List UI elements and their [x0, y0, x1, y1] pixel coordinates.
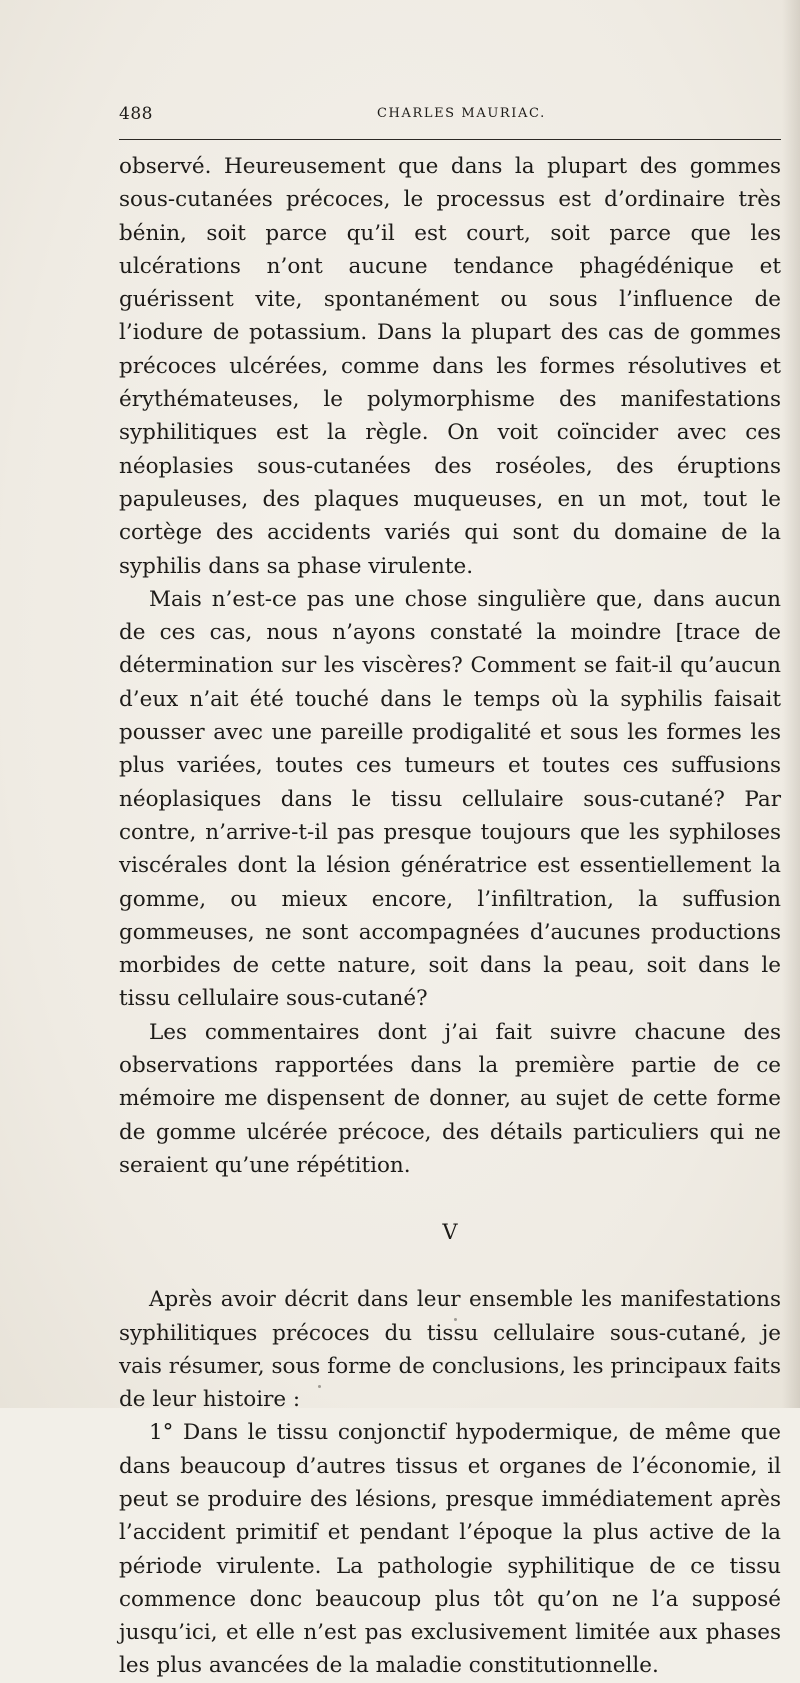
body-text: [119, 150, 781, 1683]
section-heading: V: [442, 1220, 458, 1245]
page-edge-shadow: [782, 0, 800, 1408]
page-number: 488: [119, 104, 153, 124]
paragraph-2: Mais n’est-ce pas une chose singulière que, dans aucun de ces cas, nous n’ayons constaté la moindre [trace de détermination sur les viscères? Comment se fait-il qu’aucun d’eux n’ait été touché dans le temps où la syphilis faisait pousser avec une pareille prodigalité et sous les formes les plus variées, toutes ces tumeurs et toutes ces suffusions néoplasiques dans le tissu cellulaire sous-cutané? Par contre, n’arrive-t-il pas presque toujours que les syphiloses viscérales dont la lésion génératrice est essentiellement la gomme, ou mieux encore, l’infiltration, la suffusion gommeuses, ne sont accompagnées d’aucunes productions morbides de cette nature, soit dans la peau, soit dans le tissu cellulaire sous-cutané?: [119, 586, 781, 1012]
running-title: CHARLES MAURIAC.: [377, 106, 546, 121]
header-rule: [119, 139, 781, 140]
paragraph-1: observé. Heureusement que dans la plupart des gommes sous-cutanées précoces, le processus est d’ordinaire très bénin, soit parce qu’il est court, soit parce que les ulcérations n’ont aucune tendance phagédénique et guérissent vite, spontanément ou sous l’influence de l’iodure de potassium. Dans la plupart des cas de gommes précoces ulcérées, comme dans les formes résolutives et érythémateuses, le polymorphisme des manifestations syphilitiques est la règle. On voit coïncider avec ces néoplasies sous-cutanées des roséoles, des éruptions papuleuses, des plaques muqueuses, en un mot, tout le cortège des accidents variés qui sont du domaine de la syphilis dans sa phase virulente.: [119, 154, 781, 579]
paragraph-4: Après avoir décrit dans leur ensemble les manifestations syphilitiques précoces du tissu cellulaire sous-cutané, je vais résumer, sous forme de conclusions, les principaux faits de leur histoire :: [119, 1287, 781, 1413]
paragraph-3: Les commentaires dont j’ai fait suivre chacune des observations rapportées dans la première partie de ce mémoire me dispensent de donner, au sujet de cette forme de gomme ulcérée précoce, des détails particuliers qui ne seraient qu’une répétition.: [119, 1019, 781, 1178]
paper-speck: [454, 1318, 457, 1321]
paper-speck: [318, 1385, 321, 1388]
page-header: [119, 104, 781, 130]
paragraph-5: 1° Dans le tissu conjonctif hypodermique, de même que dans beaucoup d’autres tissus et organes de l’économie, il peut se produire des lésions, presque immédiatement après l’accident primitif et pendant l’époque la plus active de la période virulente. La pathologie syphilitique de ce tissu commence donc beaucoup plus tôt qu’on ne l’a supposé jusqu’ici, et elle n’est pas exclusivement limitée aux phases les plus avancées de la maladie constitutionnelle.: [119, 1420, 781, 1679]
